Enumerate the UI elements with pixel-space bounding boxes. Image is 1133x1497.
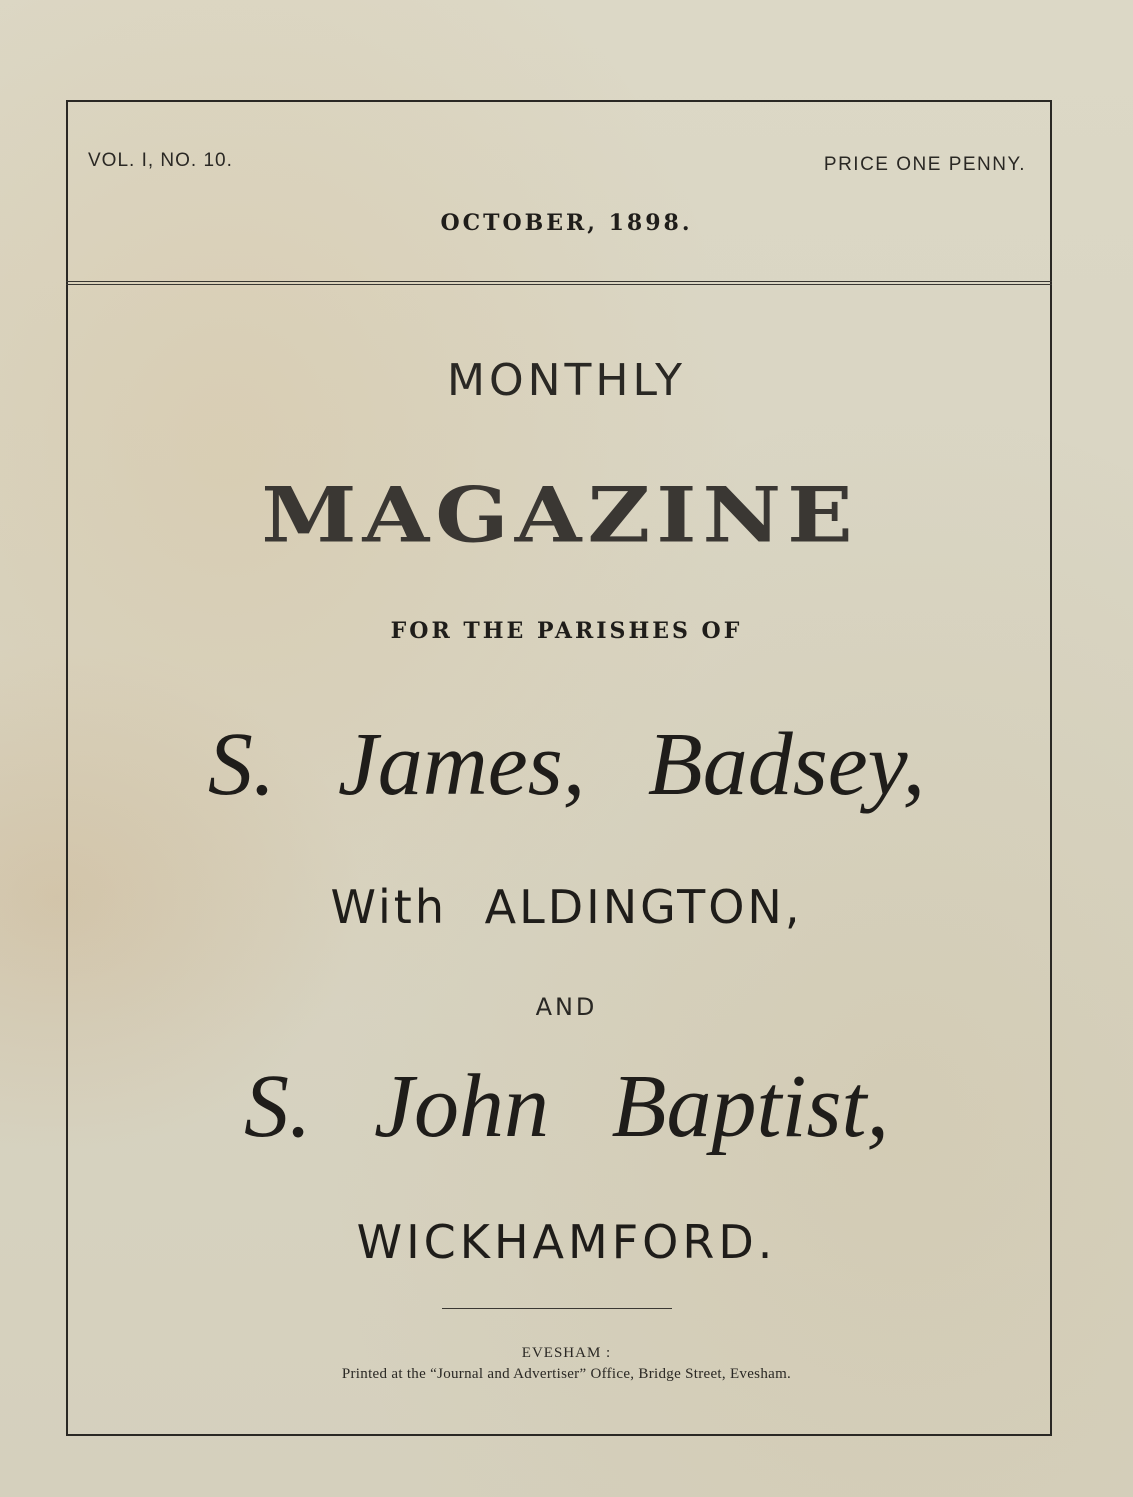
subtitle-for-parishes: FOR THE PARISHES OF [390, 618, 743, 644]
title-monthly: MONTHLY [446, 355, 687, 406]
parish-st-john-baptist: S. John Baptist, [244, 1057, 889, 1156]
imprint-printer: Printed at the “Journal and Advertiser” Office, Bridge Street, Evesham. [341, 1366, 792, 1382]
price-label: PRICE ONE PENNY. [823, 154, 1026, 175]
parish-with-aldington: With ALDINGTON, [330, 880, 803, 934]
issue-date: OCTOBER, 1898. [440, 210, 693, 236]
parish-st-james-badsey: S. James, Badsey, [207, 715, 926, 814]
title-magazine: MAGAZINE [261, 471, 859, 560]
conjunction-and: AND [535, 993, 598, 1021]
parish-wickhamford: WICKHAMFORD. [356, 1215, 777, 1269]
header-double-rule [66, 281, 1052, 285]
imprint-town: EVESHAM : [521, 1345, 612, 1361]
imprint-divider [442, 1308, 672, 1309]
volume-number: VOL. I, NO. 10. [88, 150, 233, 171]
